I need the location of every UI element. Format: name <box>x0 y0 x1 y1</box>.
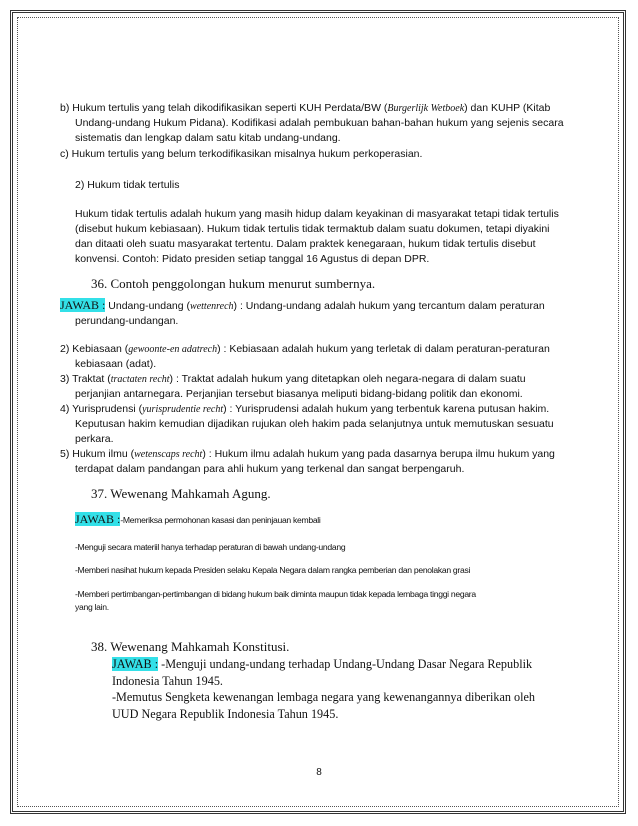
q37-item: -Menguji secara materiil hanya terhadap peraturan di bawah undang-undang <box>75 542 346 552</box>
sub2-body <box>75 207 566 267</box>
q36-item4-italic: yurisprudentie recht <box>142 404 224 415</box>
q36-item5-line2: terdapat dalam pandangan para ahli hukum yang terkenal dan sangat berpengaruh. <box>75 463 465 475</box>
q36-item2-a: 2) Kebiasaan ( <box>60 343 129 355</box>
q37-title: 37. Wewenang Mahkamah Agung. <box>91 486 271 501</box>
q36-item3-italic: tractaten recht <box>110 374 170 385</box>
q37-first-text: -Memeriksa permohonan kasasi dan peninjauan kembali <box>120 515 321 525</box>
q37-jawab-label: JAWAB : <box>75 512 121 526</box>
para-b-line1 <box>60 101 566 116</box>
q36-item4 <box>60 402 566 417</box>
q36-item1-italic: wettenrech <box>190 301 234 312</box>
sub2-heading: 2) Hukum tidak tertulis <box>75 179 180 191</box>
q36-item3 <box>60 372 566 387</box>
sub2-body-line: Hukum tidak tertulis adalah hukum yang masih hidup dalam keyakinan di masyarakat tetapi tidak tertulis <box>75 208 559 220</box>
sub2-body-line: konvensi. Contoh: Pidato presiden setiap tanggal 16 Agustus di depan DPR. <box>75 253 430 265</box>
q36-item2-b: ) : Kebiasaan adalah hukum yang terletak di dalam peraturan-peraturan <box>217 343 550 355</box>
q36-item2-italic: gewoonte-en adatrech <box>128 344 218 355</box>
q36-item3-b: ) : Traktat adalah hukum yang ditetapkan oleh negara-negara di dalam suatu <box>169 373 526 385</box>
q38-line1 <box>112 656 562 673</box>
q36-item5-b: ) : Hukum ilmu adalah hukum yang pada dasarnya berupa ilmu hukum yang <box>202 448 555 460</box>
q38-jawab-label: JAWAB : <box>112 657 159 671</box>
para-b <box>60 101 566 146</box>
q36-item3-line2: perjanjian antarnegara. Perjanjian tersebut biasanya meliputi bidang-bidang politik dan ekonomi. <box>75 388 523 400</box>
q37-last-line2: yang lain. <box>75 602 109 612</box>
q36-item1 <box>60 298 566 314</box>
para-c: c) Hukum tertulis yang belum terkodifikasikan misalnya hukum perkoperasian. <box>60 148 423 160</box>
q36-item5-italic: wetenscaps recht <box>134 449 203 460</box>
para-b-line3: sistematis dan lengkap dalam satu kitab undang-undang. <box>75 132 341 144</box>
sub2-body-line: dan ditaati oleh suatu masyarakat tertentu. Dalam praktek kenegaraan, hukum tidak tertulis disebut <box>75 238 536 250</box>
q38-line2: Indonesia Tahun 1945. <box>112 673 223 688</box>
para-b-italic: Burgerlijk Wetboek <box>387 103 465 114</box>
q36-item1-a: Undang-undang ( <box>105 300 191 312</box>
q36-item1-b: ) : Undang-undang adalah hukum yang tercantum dalam peraturan <box>233 300 545 312</box>
para-b-text-a: b) Hukum tertulis yang telah dikodifikasikan seperti KUH Perdata/BW ( <box>60 102 388 114</box>
q36-item4-a: 4) Yurisprudensi ( <box>60 403 143 415</box>
q36-item5 <box>60 447 566 462</box>
q38-line1-text: -Menguji undang-undang terhadap Undang-Undang Dasar Negara Republik <box>158 657 533 671</box>
q36-item5-a: 5) Hukum ilmu ( <box>60 448 135 460</box>
q36-answer <box>60 298 566 329</box>
para-b-line2: Undang-undang Hukum Pidana). Kodifikasi adalah pembukuan bahan-bahan hukum yang sejenis secara <box>75 117 564 129</box>
q38-line4: UUD Negara Republik Indonesia Tahun 1945. <box>112 706 339 721</box>
sub2-body-line: (disebut hukum kebiasaan). Hukum tidak tertulis tidak termaktub dalam suatu dokumen, tetapi diyakini <box>75 223 550 235</box>
q37-last <box>75 588 575 614</box>
q36-item4-line3: perkara. <box>75 433 114 445</box>
q36-item1-line2: perundang-undangan. <box>75 315 179 327</box>
q36-item4-line2: Keputusan hakim kemudian dijadikan rujukan oleh hakim pada selanjutnya untuk memutuskan sesuatu <box>75 418 554 430</box>
q38-title: 38. Wewenang Mahkamah Konstitusi. <box>91 639 290 654</box>
q37-first <box>75 513 575 527</box>
q37-last-line1: -Memberi pertimbangan-pertimbangan di bidang hukum baik diminta maupun tidak kepada lembaga tinggi negara <box>75 589 476 599</box>
q36-title: 36. Contoh penggolongan hukum menurut sumbernya. <box>91 276 376 291</box>
page-number: 8 <box>316 767 322 778</box>
q38-line3: -Memutus Sengketa kewenangan lembaga negara yang kewenangannya diberikan oleh <box>112 690 536 704</box>
q38-answer <box>112 656 562 722</box>
q36-item2-line2: kebiasaan (adat). <box>75 358 157 370</box>
q36-jawab-label: JAWAB : <box>60 298 106 312</box>
para-b-text-b: ) dan KUHP (Kitab <box>464 102 551 114</box>
q36-item2 <box>60 342 566 357</box>
q37-item: -Memberi nasihat hukum kepada Presiden selaku Kepala Negara dalam rangka pemberian dan penolakan grasi <box>75 565 471 575</box>
q36-item4-b: ) : Yurisprudensi adalah hukum yang terbentuk karena putusan hakim. <box>223 403 550 415</box>
q36-item3-a: 3) Traktat ( <box>60 373 111 385</box>
q36-items <box>60 342 566 477</box>
